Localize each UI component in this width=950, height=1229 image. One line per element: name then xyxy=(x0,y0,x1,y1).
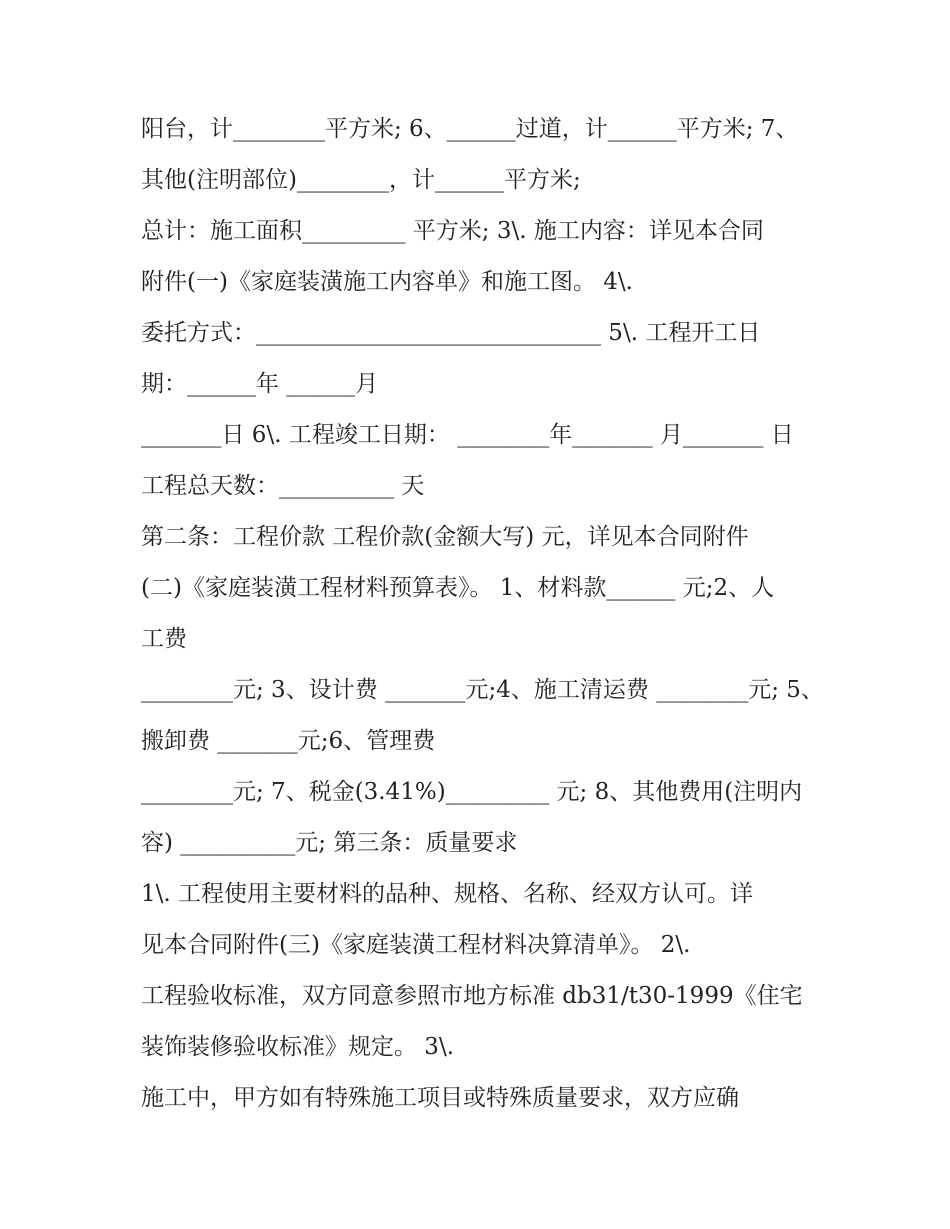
text-line: 容) __________元; 第三条：质量要求 xyxy=(141,830,518,856)
text-line: (二)《家庭装潢工程材料预算表》。 1、材料款______ 元;2、人 xyxy=(141,575,775,601)
text-line: 搬卸费 _______元;6、管理费 xyxy=(141,728,436,754)
text-line: ________元; 3、设计费 _______元;4、施工清运费 ________元; 5、 xyxy=(141,677,824,703)
text-line: 委托方式：______________________________ 5\. 工程开工日 xyxy=(141,320,761,346)
text-line: 附件(一)《家庭装潢施工内容单》和施工图。 4\. xyxy=(141,269,633,295)
text-line: 见本合同附件(三)《家庭装潢工程材料决算清单》。 2\. xyxy=(141,932,691,958)
text-line: 总计：施工面积_________ 平方米; 3\. 施工内容：详见本合同 xyxy=(141,218,764,244)
text-line: 其他(注明部位)________，计______平方米; xyxy=(141,167,581,193)
text-line: 装饰装修验收标准》规定。 3\. xyxy=(141,1034,455,1060)
text-line: ________元; 7、税金(3.41%)_________ 元; 8、其他费用(注明内 xyxy=(141,779,803,805)
text-line: 工费 xyxy=(141,626,187,652)
text-line: 期：______年 ______月 xyxy=(141,371,379,397)
text-line: _______日 6\. 工程竣工日期： ________年_______ 月_______ 日 xyxy=(141,422,794,448)
text-line: 工程验收标准，双方同意参照市地方标准 db31/t30-1999《住宅 xyxy=(141,983,803,1009)
text-line: 施工中，甲方如有特殊施工项目或特殊质量要求，双方应确 xyxy=(141,1085,739,1111)
text-line: 工程总天数：__________ 天 xyxy=(141,473,425,499)
text-line: 第二条：工程价款 工程价款(金额大写) 元，详见本合同附件 xyxy=(141,524,749,550)
text-line: 1\. 工程使用主要材料的品种、规格、名称、经双方认可。详 xyxy=(141,881,754,907)
contract-text-block xyxy=(141,104,824,1124)
text-line: 阳台，计________平方米; 6、______过道，计______平方米; 7、 xyxy=(141,116,799,142)
